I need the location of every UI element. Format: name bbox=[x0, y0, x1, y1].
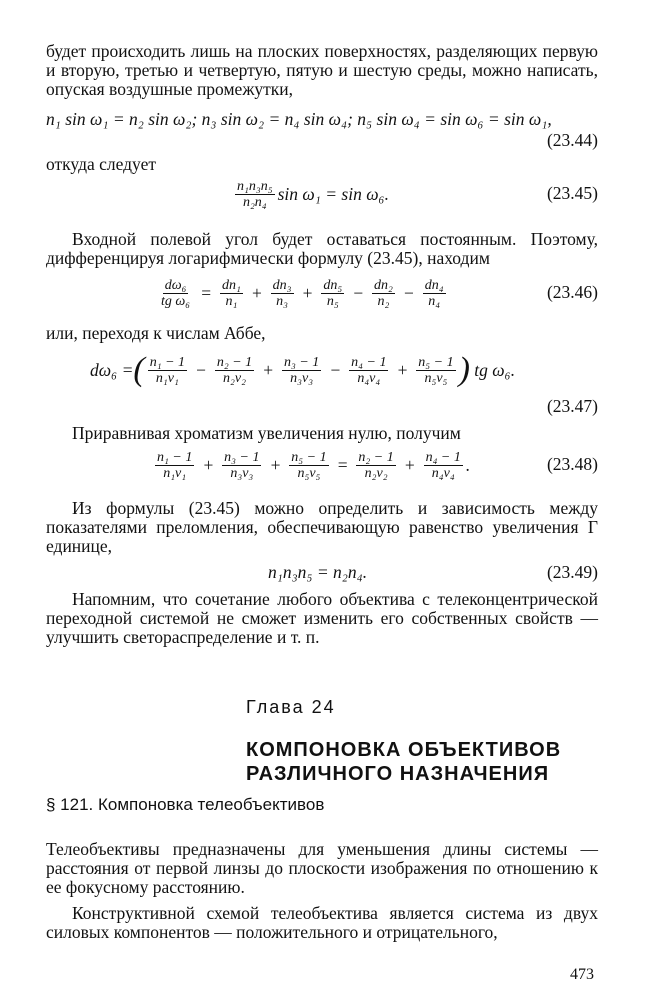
equation-number-23-46: (23.46) bbox=[546, 282, 598, 302]
equation-number-23-48: (23.48) bbox=[546, 454, 598, 474]
equation-23-46-body: $\frac{\text{dω₆}}{\text{tg ω₆}}$ = $\frac{\text{dn₁}}{\text{n₁}}$ + $\frac{\text{dn₃}}{\text{n₃}}$ + $\frac{\text{dn₅}}{\text{n₅}}$ − $\frac{\text{dn₂}}{\text{n₂}}$ − $\frac{\text{dn₄}}{\text{n₄}}$ bbox=[161, 277, 444, 309]
paragraph-1: будет происходить лишь на плоских поверхностях, разделяющих первую и вторую, третью и четвертую, пятую и шестую среды, можно написать, опуская воздушные промежутки, bbox=[46, 41, 598, 99]
paragraph-3: Входной полевой угол будет оставаться постоянным. Поэтому, дифференцируя логарифмически формулу (23.45), находим bbox=[46, 229, 598, 268]
equation-number-23-47: (23.47) bbox=[546, 396, 598, 416]
paragraph-2: откуда следует bbox=[46, 154, 156, 174]
chapter-title-line-1: КОМПОНОВКА ОБЪЕКТИВОВ bbox=[246, 739, 562, 761]
fraction: $\frac{\text{n₁n₃n₅}}{\text{n₂n₄}}$ bbox=[237, 178, 273, 210]
chapter-label: Глава 24 bbox=[246, 697, 336, 717]
equation-23-48-body: $\frac{\text{n₁ − 1}}{\text{n₁ν₁}}$ + $\frac{\text{n₃ − 1}}{\text{n₃ν₃}}$ + $\frac{\text{n₅ − 1}}{\text{n₅ν₅}}$ = $\frac{\text{n₂ − 1}}{\text{n₂ν₂}}$ + $\frac{\text{n₄ − 1}}{\text{n₄ν₄}}$ . bbox=[157, 449, 471, 481]
equation-23-46 bbox=[46, 272, 598, 314]
page-number: 473 bbox=[570, 966, 594, 983]
paragraph-6: Из формулы (23.45) можно определить и зависимость между показателями преломления, обеспечивающую равенство увеличения Г единице, bbox=[46, 498, 598, 556]
chapter-title bbox=[246, 738, 561, 786]
equation-23-45 bbox=[46, 172, 598, 216]
paragraph-4: или, переходя к числам Аббе, bbox=[46, 323, 266, 343]
chapter-title-line-2: РАЗЛИЧНОГО НАЗНАЧЕНИЯ bbox=[246, 763, 550, 785]
paragraph-5: Приравнивая хроматизм увеличения нулю, получим bbox=[72, 423, 461, 443]
equation-23-44-body: n₁ sin ω₁ = n₂ sin ω₂; n₃ sin ω₂ = n₄ sin ω₄; n₅ sin ω₄ = sin ω₆ = sin ω₁, bbox=[46, 108, 552, 129]
equation-23-47-body: dω₆ = ( $\frac{\text{n₁ − 1}}{\text{n₁ν₁}}$ − $\frac{\text{n₂ − 1}}{\text{n₂ν₂}}$ + $\frac{\text{n₃ − 1}}{\text{n₃ν₃}}$ − $\frac{\text{n₄ − 1}}{\text{n₄ν₄}}$ + $\frac{\text{n₅ − 1}}{\text{n₅ν₅}}$ ) tg ω₆. bbox=[90, 351, 516, 388]
equation-23-49 bbox=[46, 560, 598, 584]
equation-23-45-body bbox=[232, 172, 389, 216]
equation-23-47 bbox=[46, 348, 598, 392]
paragraph-7: Напомним, что сочетание любого объектива с телеконцентрической переходной системой не сможет изменить его собственных свойств — улучшить светораспределение и т. п. bbox=[46, 589, 598, 647]
equation-number-23-44: (23.44) bbox=[546, 130, 598, 150]
equation-23-47-number-row bbox=[46, 396, 598, 418]
paragraph-8: Телеобъективы предназначены для уменьшения длины системы — расстояния от первой линзы до плоскости изображения по отношению к ее фокусному расстоянию. bbox=[46, 839, 598, 897]
equation-number-23-45: (23.45) bbox=[546, 183, 598, 203]
equation-23-49-body: n₁n₃n₅ = n₂n₄. bbox=[268, 561, 368, 582]
equation-number-23-49: (23.49) bbox=[546, 562, 598, 582]
equation-23-45-rest: sin ω₁ = sin ω₆. bbox=[277, 183, 390, 204]
equation-23-44 bbox=[46, 108, 598, 130]
equation-23-44-number-row bbox=[46, 130, 598, 152]
paragraph-9: Конструктивной схемой телеобъектива является система из двух силовых компонентов — положительного и отрицательного, bbox=[46, 903, 598, 942]
equation-23-48 bbox=[46, 444, 598, 486]
section-heading: § 121. Компоновка телеобъективов bbox=[46, 795, 325, 814]
